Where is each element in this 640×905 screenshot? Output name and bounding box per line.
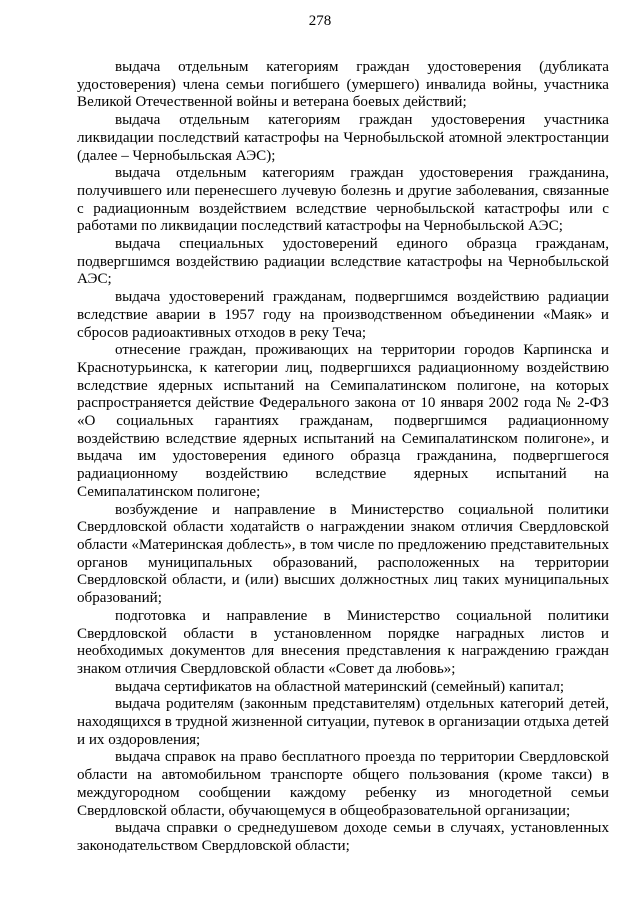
list-item-paragraph: выдача сертификатов на областной материнский (семейный) капитал; [115, 678, 565, 695]
list-item-paragraph: возбуждение и направление в Министерство социальной политики Свердловской области ходатайств о награждении знаком отличия Свердловской области «Материнская доблесть», в том числе по предложению представительных органов муниципальных образований, расположенных на территории Свердловской области, и (или) высших должностных лиц таких муниципальных образований; [77, 501, 609, 607]
list-item-paragraph: выдача удостоверений гражданам, подвергшимся воздействию радиации вследствие аварии в 1957 году на производственном объединении «Маяк» и сбросов радиоактивных отходов в реку Теча; [77, 289, 609, 341]
list-item-paragraph: выдача специальных удостоверений единого образца гражданам, подвергшимся воздействию радиации вследствие катастрофы на Чернобыльской АЭС; [77, 236, 609, 288]
list-item-paragraph: выдача справок на право бесплатного проезда по территории Свердловской области на автомобильном транспорте общего пользования (кроме такси) в междугородном сообщении каждому ребенку из многодетной семьи Свердловской области, обучающемуся в общеобразовательной организации; [77, 749, 609, 819]
list-item-paragraph: выдача отдельным категориям граждан удостоверения (дубликата удостоверения) члена семьи погибшего (умершего) инвалида войны, участника Великой Отечественной войны и ветерана боевых действий; [77, 59, 609, 111]
list-item-paragraph: выдача справки о среднедушевом доходе семьи в случаях, установленных законодательством Свердловской области; [77, 820, 609, 854]
list-item-paragraph: отнесение граждан, проживающих на территории городов Карпинска и Краснотурьинска, к категории лиц, подвергшихся радиационному воздействию вследствие ядерных испытаний на Семипалатинском полигоне, на которых распространяется действие Федерального закона от 10 января 2002 года № 2-ФЗ «О социальных гарантиях гражданам, подвергшимся радиационному воздействию вследствие ядерных испытаний на Семипалатинском полигоне», и выдача им удостоверения единого образца гражданина, подвергшегося радиационному воздействию вследствие ядерных испытаний на Семипалатинском полигоне; [77, 342, 609, 500]
list-item-paragraph: выдача отдельным категориям граждан удостоверения гражданина, получившего или перенесшего лучевую болезнь и другие заболевания, связанные с радиационным воздействием вследствие чернобыльской катастрофы или с работами по ликвидации последствий катастрофы на Чернобыльской АЭС; [77, 165, 609, 235]
page-number: 278 [308, 13, 332, 29]
list-item-paragraph: выдача родителям (законным представителям) отдельных категорий детей, находящихся в трудной жизненной ситуации, путевок в организации отдыха детей и их оздоровления; [77, 696, 609, 748]
document-body [77, 59, 609, 856]
list-item-paragraph: подготовка и направление в Министерство социальной политики Свердловской области в установленном порядке наградных листов и необходимых документов для внесения представления к награждению граждан знаком отличия Свердловской области «Совет да любовь»; [77, 607, 609, 677]
list-item-paragraph: выдача отдельным категориям граждан удостоверения участника ликвидации последствий катастрофы на Чернобыльской атомной электростанции (далее – Чернобыльская АЭС); [77, 112, 609, 164]
